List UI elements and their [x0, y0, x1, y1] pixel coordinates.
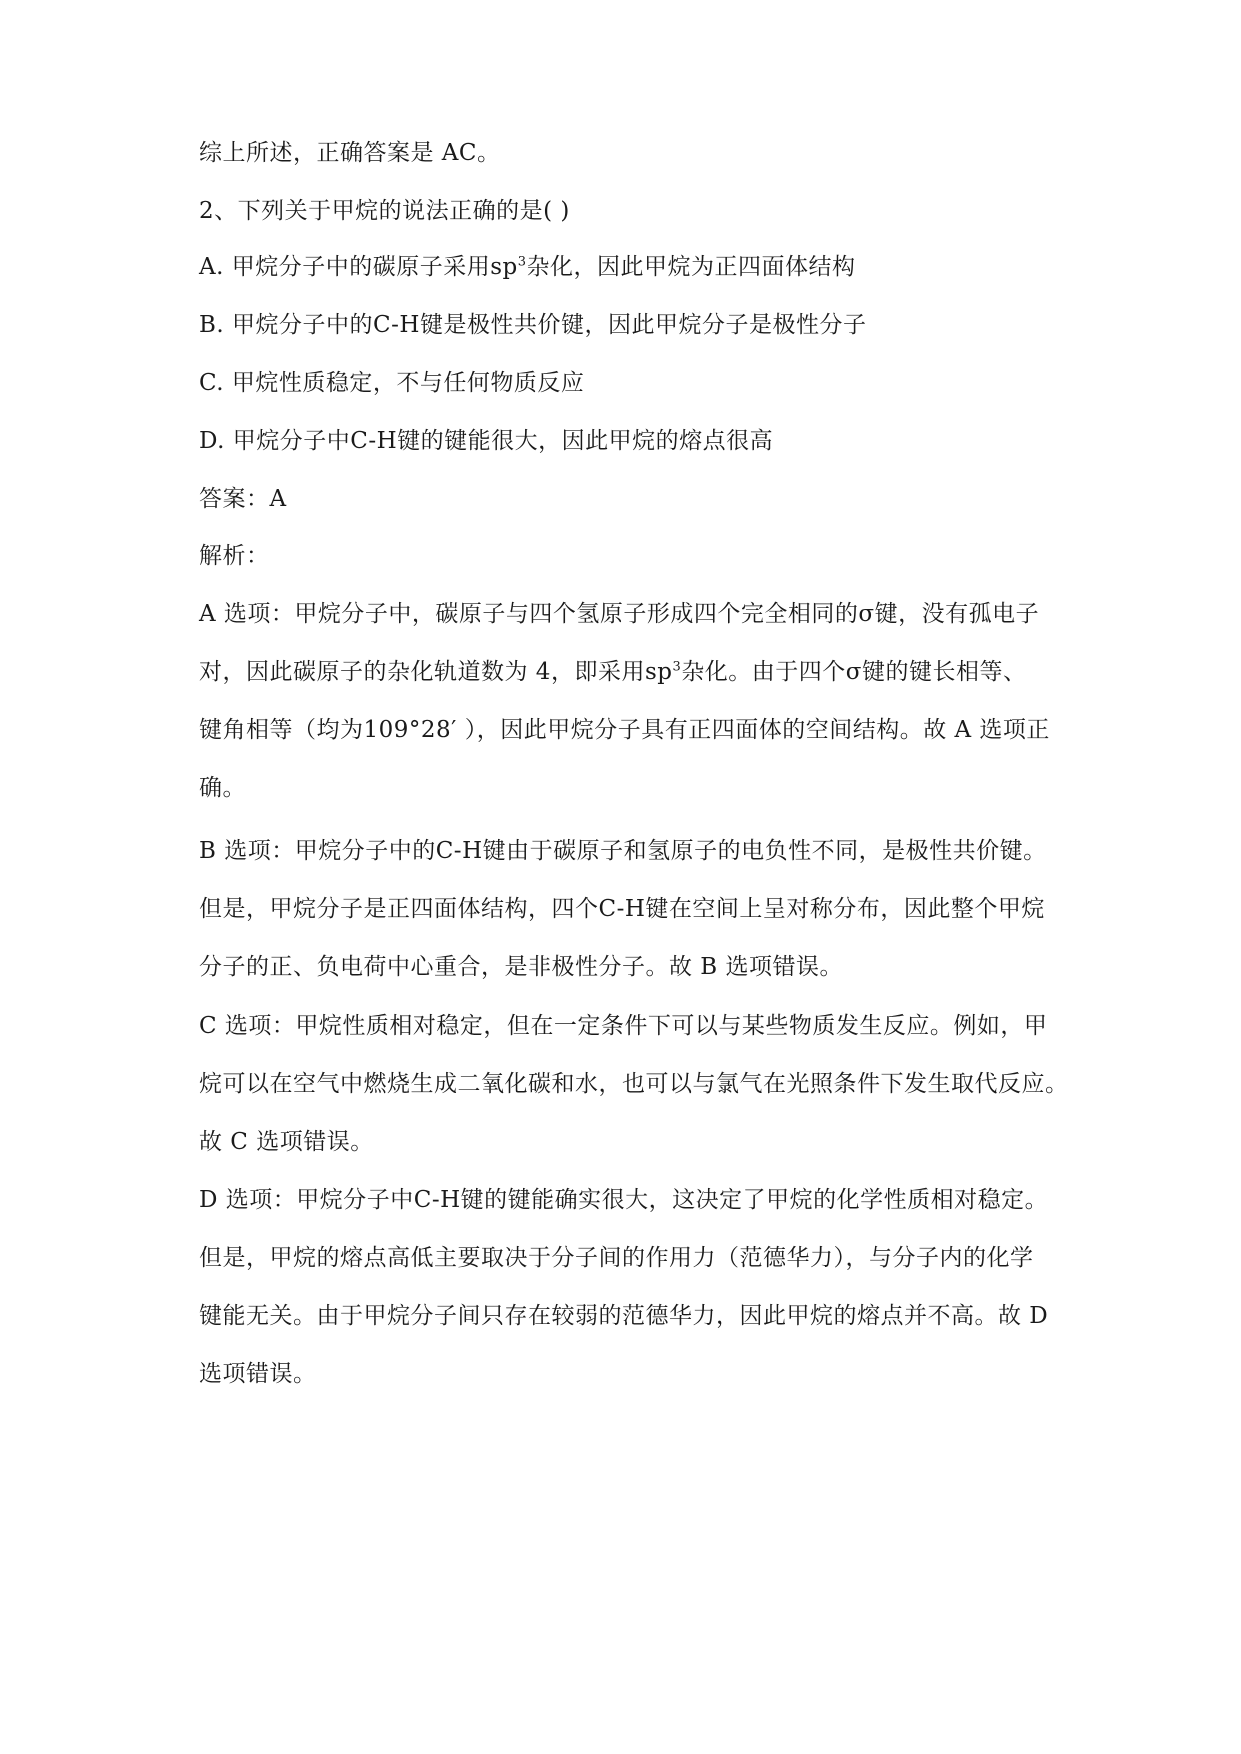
analysis-c-line-2: 烷可以在空气中燃烧生成二氧化碳和水，也可以与氯气在光照条件下发生取代反应。: [199, 1071, 1069, 1097]
analysis-b-line-2: 但是，甲烷分子是正四面体结构，四个C-H键在空间上呈对称分布，因此整个甲烷: [199, 896, 1045, 922]
analysis-d-line-1: D 选项：甲烷分子中C-H键的键能确实很大，这决定了甲烷的化学性质相对稳定。: [199, 1187, 1049, 1213]
option-a: [199, 252, 856, 282]
analysis-a-line-2: [199, 657, 1026, 687]
option-a-text: A. 甲烷分子中的碳原子采用sp: [199, 254, 518, 280]
analysis-label: 解析：: [199, 543, 270, 569]
analysis-c-line-3: 故 C 选项错误。: [199, 1129, 374, 1155]
option-c: C. 甲烷性质稳定，不与任何物质反应: [199, 370, 585, 396]
option-a-text-tail: 杂化，因此甲烷为正四面体结构: [526, 254, 856, 280]
option-d: D. 甲烷分子中C-H键的键能很大，因此甲烷的熔点很高: [199, 428, 774, 454]
summary-line: 综上所述，正确答案是 AC。: [199, 140, 501, 166]
analysis-a-line-2-text: 对，因此碳原子的杂化轨道数为 4，即采用sp: [199, 659, 673, 685]
analysis-d-line-2: 但是，甲烷的熔点高低主要取决于分子间的作用力（范德华力），与分子内的化学: [199, 1245, 1034, 1271]
analysis-a-line-2-tail: 杂化。由于四个σ键的键长相等、: [681, 659, 1027, 685]
analysis-a-superscript: 3: [672, 659, 682, 675]
analysis-a-line-1: A 选项：甲烷分子中，碳原子与四个氢原子形成四个完全相同的σ键，没有孤电子: [199, 601, 1040, 627]
analysis-b-line-3: 分子的正、负电荷中心重合，是非极性分子。故 B 选项错误。: [199, 954, 844, 980]
analysis-d-line-3: 键能无关。由于甲烷分子间只存在较弱的范德华力，因此甲烷的熔点并不高。故 D: [199, 1303, 1049, 1329]
analysis-c-line-1: C 选项：甲烷性质相对稳定，但在一定条件下可以与某些物质发生反应。例如，甲: [199, 1013, 1048, 1039]
analysis-b-line-1: B 选项：甲烷分子中的C-H键由于碳原子和氢原子的电负性不同，是极性共价键。: [199, 838, 1047, 864]
analysis-a-line-4: 确。: [199, 775, 246, 801]
answer-line: 答案：A: [199, 486, 287, 512]
analysis-a-line-3: 键角相等（均为109°28′ ），因此甲烷分子具有正四面体的空间结构。故 A 选项正: [199, 717, 1050, 743]
question-stem: 2、下列关于甲烷的说法正确的是( ): [199, 198, 570, 224]
option-b: B. 甲烷分子中的C-H键是极性共价键，因此甲烷分子是极性分子: [199, 312, 867, 338]
option-a-superscript: 3: [517, 254, 527, 270]
analysis-d-line-4: 选项错误。: [199, 1361, 317, 1387]
